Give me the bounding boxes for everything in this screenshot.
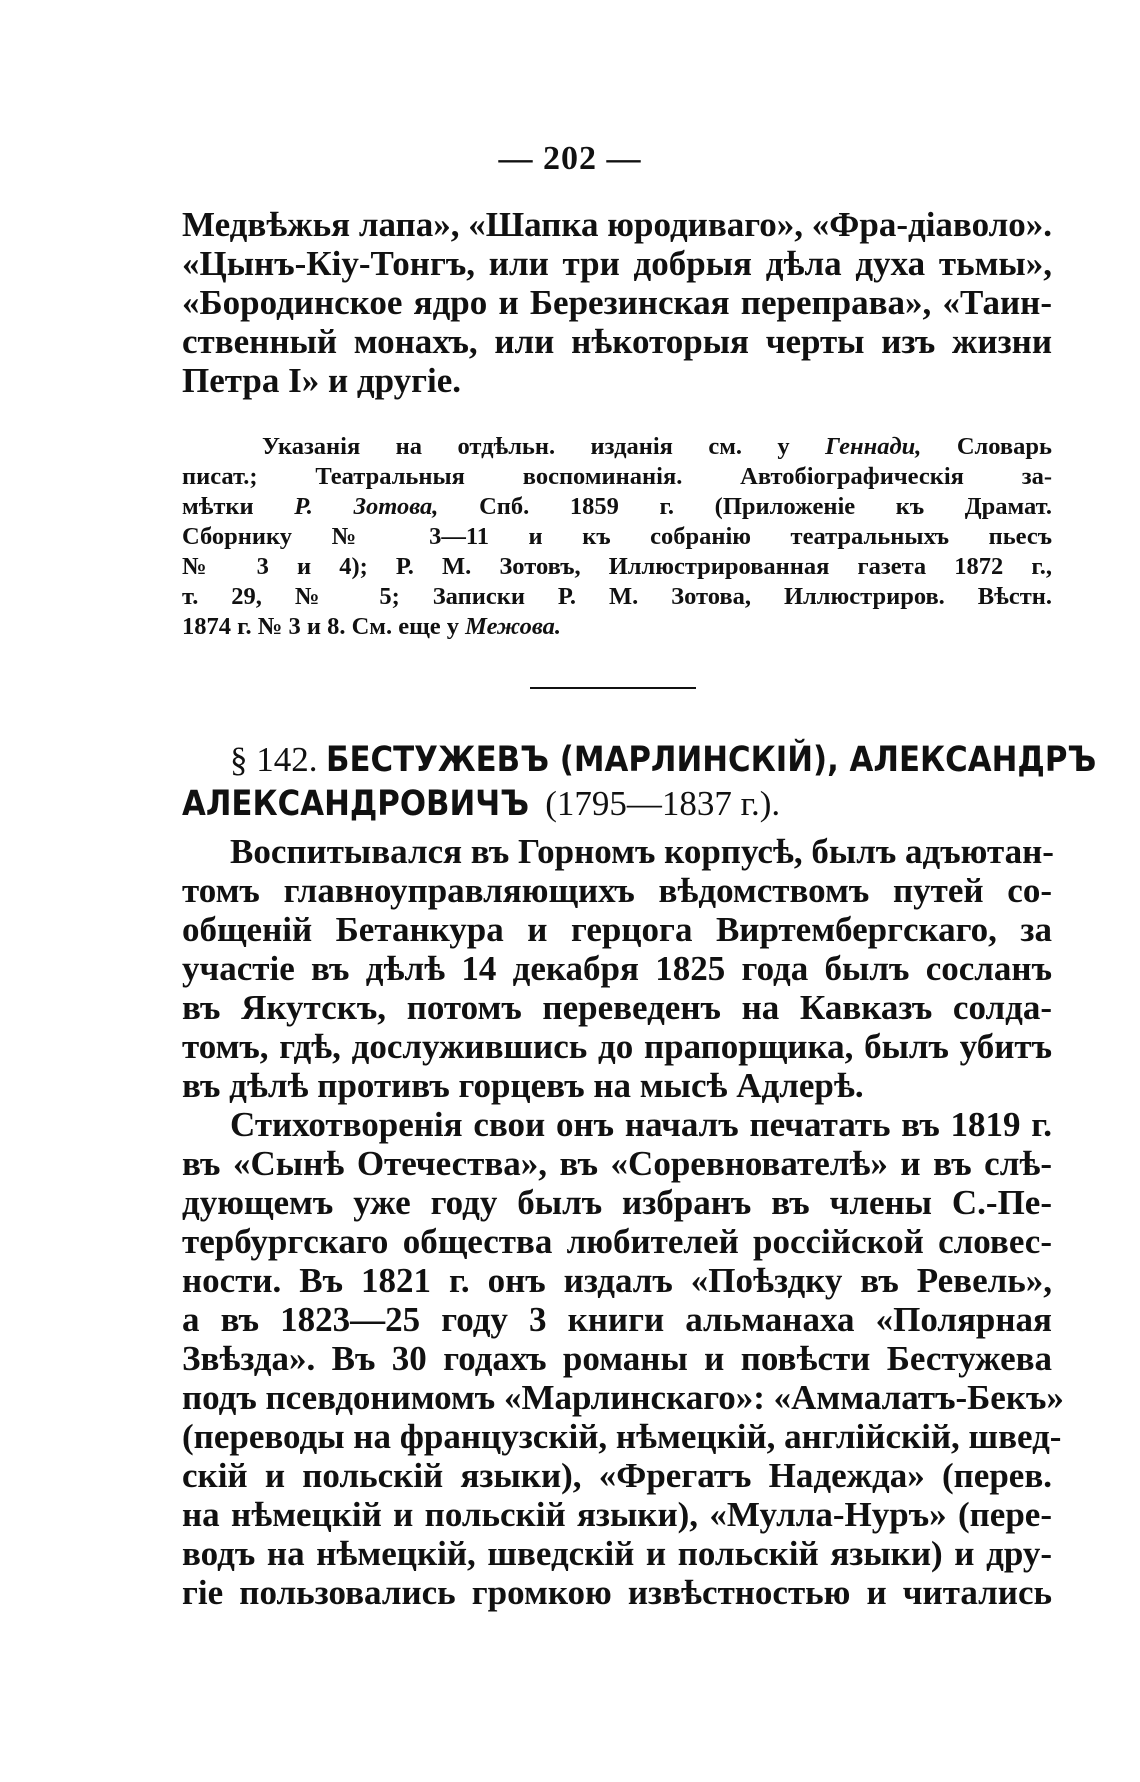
text-line: общеній Бетанкура и герцога Виртембергскаго, за <box>182 910 1052 949</box>
note-line <box>262 432 1052 462</box>
text-line: томъ, гдѣ, дослужившись до прапорщика, былъ убитъ <box>182 1027 1052 1066</box>
author-name: БЕСТУЖЕВЪ (МАРЛИНСКІЙ), АЛЕКСАНДРЪ <box>326 740 1097 780</box>
text-line: гіе пользовались громкою извѣстностью и читались <box>182 1573 1052 1612</box>
section-number: § 142. <box>230 740 327 779</box>
note-text: 1874 г. № 3 и 8. См. еще у <box>182 613 466 640</box>
text-line: скій и польскій языки), «Фрегатъ Надежда» (перев. <box>182 1456 1052 1495</box>
heading-line <box>182 782 1052 826</box>
body-paragraph-1 <box>182 832 1052 1105</box>
text-line: Воспитывался въ Горномъ корпусѣ, былъ адъютан- <box>230 832 1054 871</box>
text-line: Медвѣжья лапа», «Шапка юродиваго», «Фра-діаволо». <box>182 205 1052 244</box>
heading-line <box>230 738 1097 782</box>
section-divider <box>530 687 696 689</box>
text-line: на нѣмецкій и польскій языки), «Мулла-Нуръ» (пере- <box>182 1495 1052 1534</box>
text-line: тербургскаго общества любителей россійской словес- <box>182 1222 1052 1261</box>
note-text: Спб. 1859 г. (Приложеніе къ Драмат. <box>438 493 1052 520</box>
text-line: подъ псевдонимомъ «Марлинскаго»: «Аммалатъ-Бекъ» <box>182 1378 1064 1417</box>
author-years: (1795—1837 г.). <box>536 784 781 823</box>
text-line: Звѣзда». Въ 30 годахъ романы и повѣсти Бестужева <box>182 1339 1052 1378</box>
note-line: писат.; Театральныя воспоминанія. Автобіографическія за- <box>182 463 1052 490</box>
bibliography-note-body <box>182 462 1052 642</box>
text-line: водъ на нѣмецкій, шведскій и польскій языки) и дру- <box>182 1534 1052 1573</box>
note-author: Р. Зотова, <box>294 493 439 520</box>
section-heading-2 <box>182 782 1052 826</box>
text-line: Стихотворенія свои онъ началъ печатать въ 1819 г. <box>230 1105 1052 1144</box>
note-text: мѣтки <box>182 493 295 520</box>
note-author: Геннади, <box>825 433 922 460</box>
note-line: № 3 и 4); Р. М. Зотовъ, Иллюстрированная газета 1872 г., <box>182 553 1052 580</box>
note-line <box>182 492 1052 522</box>
note-text: Указанія на отдѣльн. изданія см. у <box>262 433 826 460</box>
text-line: дующемъ уже году былъ избранъ въ члены С.-Пе- <box>182 1183 1052 1222</box>
text-line: участіе въ дѣлѣ 14 декабря 1825 года былъ сосланъ <box>182 949 1052 988</box>
text-line: томъ главноуправляющихъ вѣдомствомъ путей со- <box>182 871 1052 910</box>
body-paragraph-2 <box>182 1105 1064 1612</box>
note-text: Словарь <box>921 433 1052 460</box>
text-line: (переводы на французскій, нѣмецкій, англійскій, швед- <box>182 1417 1062 1456</box>
text-line: а въ 1823—25 году 3 книги альманаха «Полярная <box>182 1300 1052 1339</box>
text-line: «Бородинское ядро и Березинская переправа», «Таин- <box>182 283 1052 322</box>
text-line: Петра I» и другіе. <box>182 361 461 400</box>
note-line <box>182 612 1052 642</box>
page-number: — 202 — <box>498 140 642 177</box>
text-line: ственный монахъ, или нѣкоторыя черты изъ жизни <box>182 322 1052 361</box>
author-patronymic: АЛЕКСАНДРОВИЧЪ <box>182 784 530 824</box>
text-line: въ Якутскъ, потомъ переведенъ на Кавказъ солда- <box>182 988 1052 1027</box>
top-paragraph <box>182 205 1052 400</box>
text-line: въ дѣлѣ противъ горцевъ на мысѣ Адлерѣ. <box>182 1066 864 1105</box>
note-line: Сборнику № 3—11 и къ собранію театральныхъ пьесъ <box>182 523 1052 550</box>
note-line: т. 29, № 5; Записки Р. М. Зотова, Иллюстриров. Вѣстн. <box>182 583 1052 610</box>
text-line: въ «Сынѣ Отечества», въ «Соревнователѣ» и въ слѣ- <box>182 1144 1052 1183</box>
bibliography-note <box>262 432 1052 462</box>
section-heading <box>230 738 1097 782</box>
text-line: «Цынъ-Кіу-Тонгъ, или три добрыя дѣла духа тьмы», <box>182 244 1052 283</box>
text-line: ности. Въ 1821 г. онъ издалъ «Поѣздку въ Ревель», <box>182 1261 1052 1300</box>
note-author: Межова. <box>465 613 561 640</box>
